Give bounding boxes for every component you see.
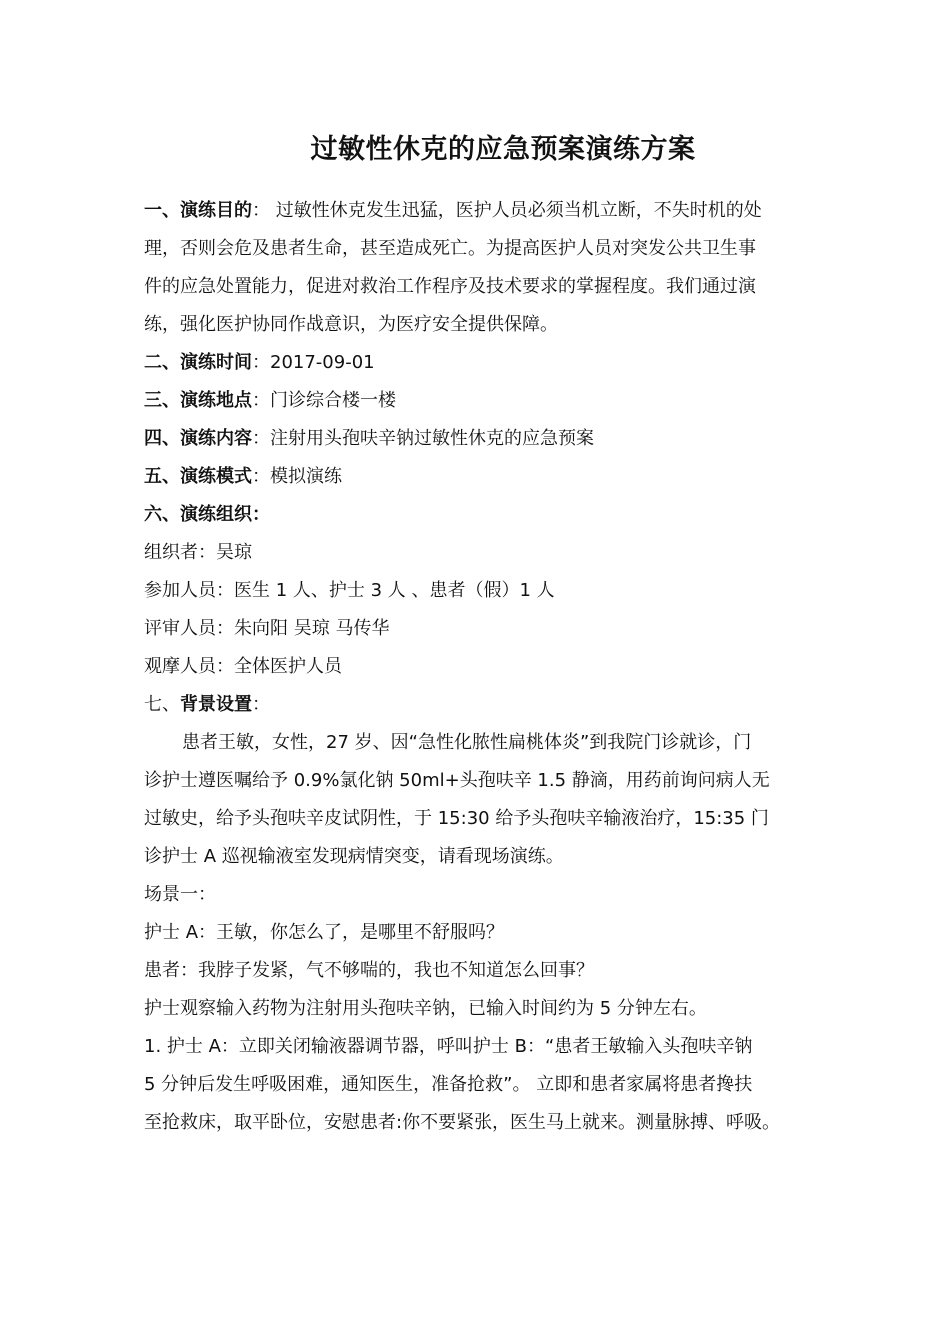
place-separator: ：: [252, 390, 270, 411]
background-text-1: 患者王敏，女性，27 岁、因“急性化脓性扁桃体炎”到我院门诊就诊，门: [182, 732, 752, 753]
time-line: [144, 344, 834, 382]
mode-value: 模拟演练: [270, 466, 342, 487]
purpose-separator: ：: [252, 200, 270, 221]
background-text-3: 过敏史，给予头孢呋辛皮试阴性，于 15:30 给予头孢呋辛输液治疗，15:35 门: [144, 808, 769, 829]
organization-heading: 六、演练组织：: [144, 504, 270, 525]
content-value: 注射用头孢呋辛钠过敏性休克的应急预案: [270, 428, 594, 449]
content-separator: ：: [252, 428, 270, 449]
scene-text-2: 患者：我脖子发紧，气不够喘的，我也不知道怎么回事？: [144, 960, 594, 981]
time-value: 2017-09-01: [270, 352, 375, 373]
background-heading-line: [144, 686, 834, 724]
background-text-4: 诊护士 A 巡视输液室发现病情突变，请看现场演练。: [144, 846, 564, 867]
scene-text-6: 至抢救床，取平卧位，安慰患者:你不要紧张，医生马上就来。测量脉搏、呼吸。: [144, 1112, 781, 1133]
document-body: [144, 192, 834, 1142]
purpose-text-1: 过敏性休克发生迅猛，医护人员必须当机立断，不失时机的处: [275, 200, 762, 221]
observers-line: 观摩人员：全体医护人员: [144, 656, 342, 677]
background-number: 七、: [144, 694, 180, 715]
place-value: 门诊综合楼一楼: [270, 390, 396, 411]
mode-line: [144, 458, 834, 496]
background-separator: ：: [252, 694, 270, 715]
mode-heading: 五、演练模式: [144, 466, 252, 487]
scene-text-5: 5 分钟后发生呼吸困难，通知医生，准备抢救”。 立即和患者家属将患者搀扶: [144, 1074, 753, 1095]
participants-line: 参加人员：医生 1 人、护士 3 人 、患者（假）1 人: [144, 580, 555, 601]
mode-separator: ：: [252, 466, 270, 487]
reviewers-line: 评审人员：朱向阳 吴琼 马传华: [144, 618, 390, 639]
purpose-text-3: 件的应急处置能力，促进对救治工作程序及技术要求的掌握程度。我们通过演: [144, 276, 756, 297]
scene-text-4: 1. 护士 A：立即关闭输液器调节器，呼叫护士 B：“患者王敏输入头孢呋辛钠: [144, 1036, 753, 1057]
purpose-text-2: 理，否则会危及患者生命，甚至造成死亡。为提高医护人员对突发公共卫生事: [144, 238, 756, 259]
place-heading: 三、演练地点: [144, 390, 252, 411]
time-separator: ：: [252, 352, 270, 373]
place-line: [144, 382, 834, 420]
scene-text-3: 护士观察输入药物为注射用头孢呋辛钠，已输入时间约为 5 分钟左右。: [144, 998, 707, 1019]
organizer-line: 组织者：吴琼: [144, 542, 252, 563]
purpose-text-4: 练，强化医护协同作战意识，为医疗安全提供保障。: [144, 314, 558, 335]
purpose-line-1: [144, 192, 834, 230]
content-heading: 四、演练内容: [144, 428, 252, 449]
time-heading: 二、演练时间: [144, 352, 252, 373]
document-title: 过敏性休克的应急预案演练方案: [310, 134, 696, 165]
content-line: [144, 420, 834, 458]
background-heading: 背景设置: [180, 694, 252, 715]
scene-heading: 场景一：: [144, 884, 216, 905]
purpose-heading: 一、演练目的: [144, 200, 252, 221]
background-text-2: 诊护士遵医嘱给予 0.9%氯化钠 50ml+头孢呋辛 1.5 静滴，用药前询问病人无: [144, 770, 770, 791]
scene-text-1: 护士 A：王敏，你怎么了，是哪里不舒服吗？: [144, 922, 505, 943]
